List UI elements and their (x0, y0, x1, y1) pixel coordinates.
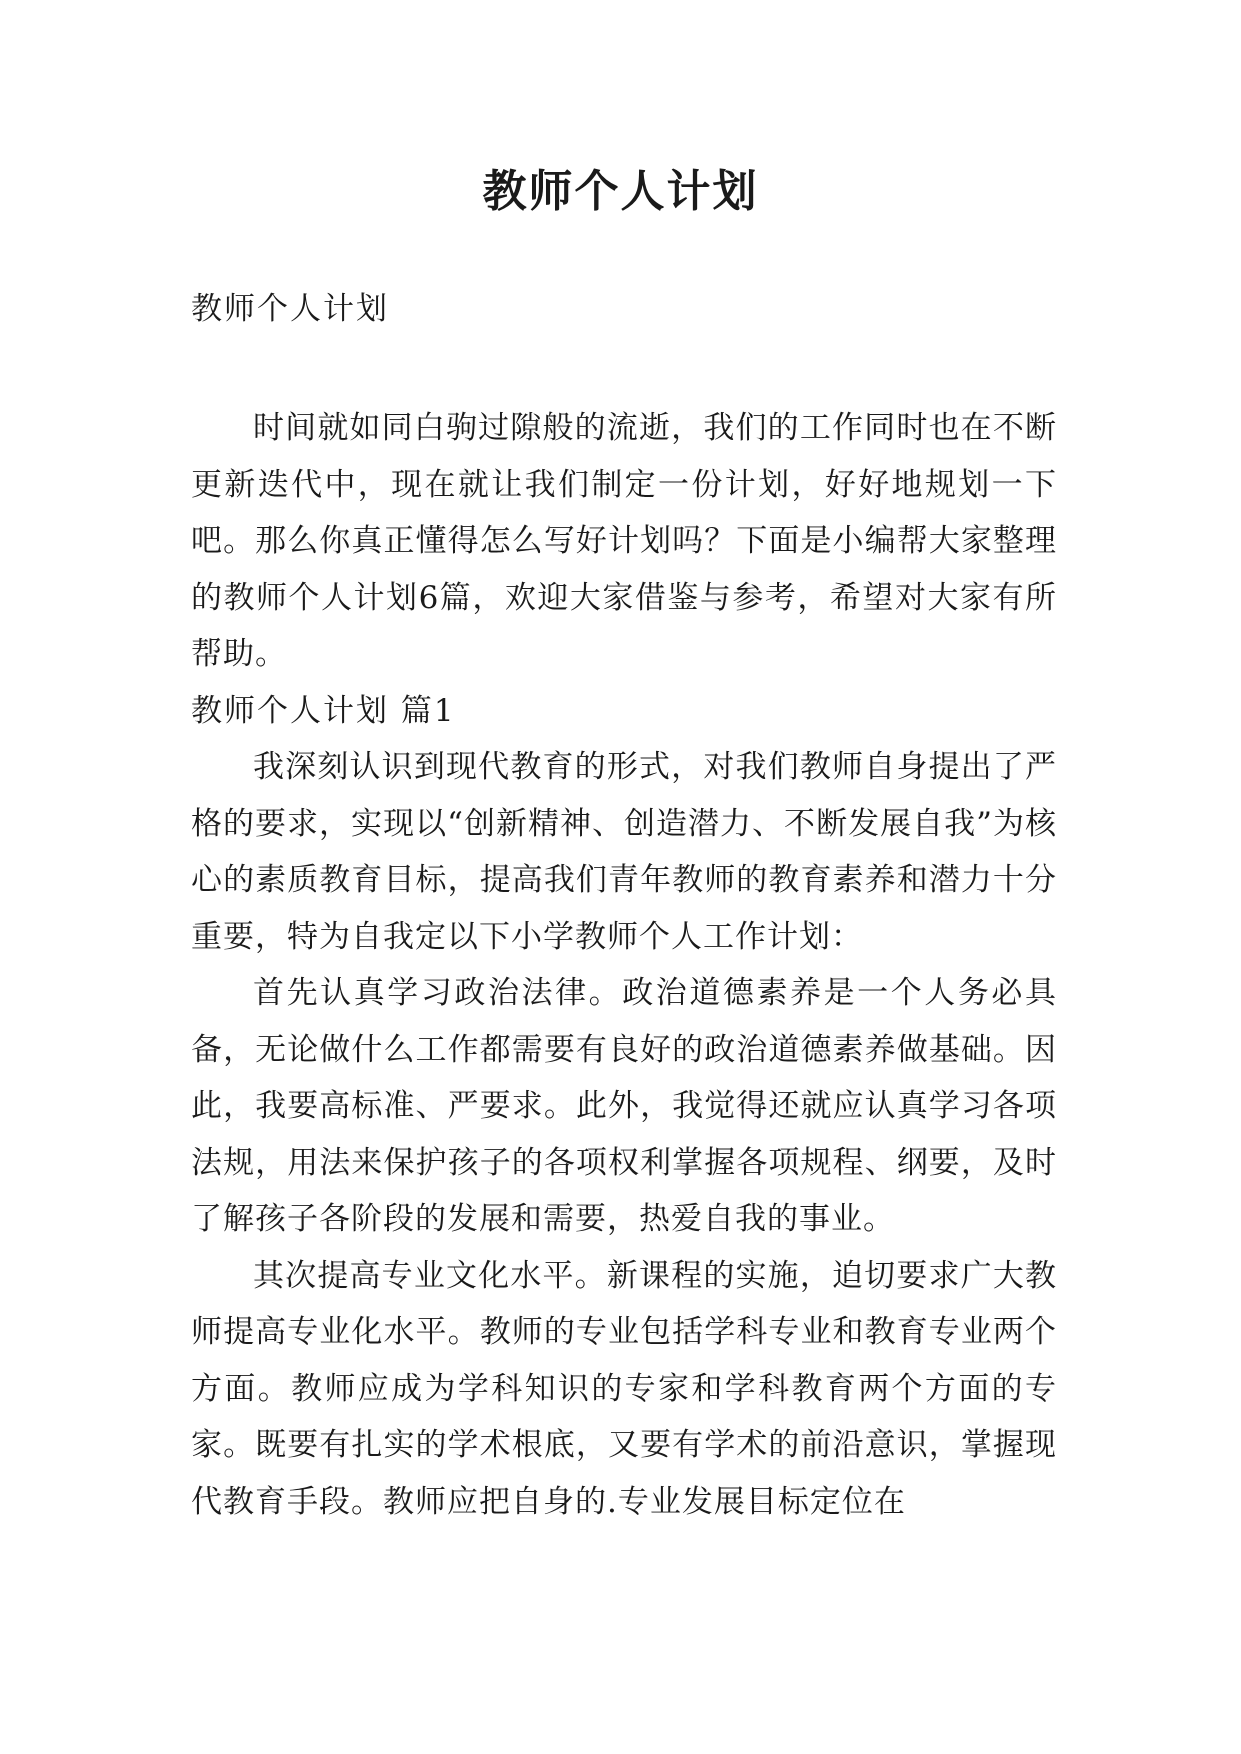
body-paragraph: 我深刻认识到现代教育的形式，对我们教师自身提出了严格的要求，实现以“创新精神、创造潜力、不断发展自我”为核心的素质教育目标，提高我们青年教师的教育素养和潜力十分重要，特为自我定以下小学教师个人工作计划： (191, 749, 1057, 955)
body-paragraph: 其次提高专业文化水平。新课程的实施，迫切要求广大教师提高专业化水平。教师的专业包括学科专业和教育专业两个方面。教师应成为学科知识的专家和学科教育两个方面的专家。既要有扎实的学术根底，又要有学术的前沿意识，掌握现代教育手段。教师应把自身的.专业发展目标定位在 (191, 1257, 1057, 1520)
intro-paragraph: 时间就如同白驹过隙般的流逝，我们的工作同时也在不断更新迭代中，现在就让我们制定一份计划，好好地规划一下吧。那么你真正懂得怎么写好计划吗？下面是小编帮大家整理的教师个人计划6篇，欢迎大家借鉴与参考，希望对大家有所帮助。 (191, 410, 1057, 672)
section-heading: 教师个人计划 篇1 (191, 692, 456, 729)
document-body (191, 288, 1057, 1530)
document-subtitle: 教师个人计划 (191, 291, 389, 327)
document-title: 教师个人计划 (482, 166, 759, 217)
body-paragraph: 首先认真学习政治法律。政治道德素养是一个人务必具备，无论做什么工作都需要有良好的政治道德素养做基础。因此，我要高标准、严要求。此外，我觉得还就应认真学习各项法规，用法来保护孩子的各项权利掌握各项规程、纲要，及时了解孩子各阶段的发展和需要，热爱自我的事业。 (191, 975, 1057, 1237)
